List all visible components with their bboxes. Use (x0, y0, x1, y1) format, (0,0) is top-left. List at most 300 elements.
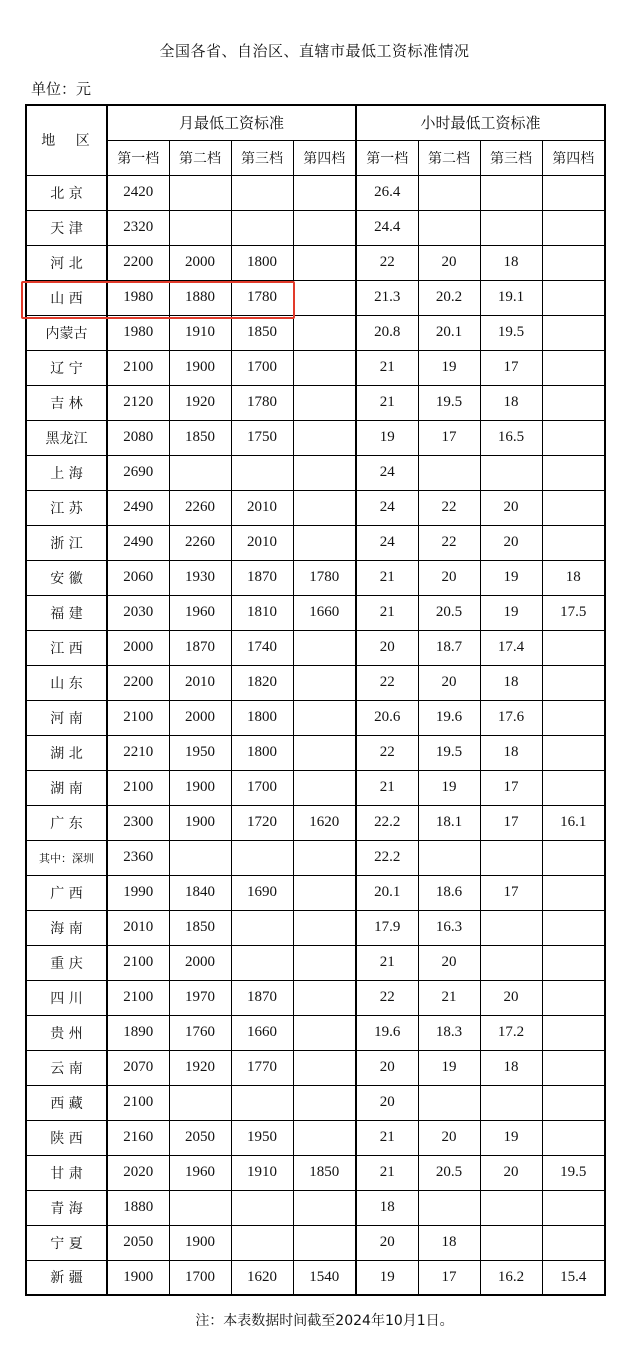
header-hourly-level-2: 第二档 (418, 140, 480, 175)
hourly-level-2-cell (418, 1190, 480, 1225)
monthly-level-2-cell: 1900 (169, 1225, 231, 1260)
hourly-level-3-cell: 17.4 (480, 630, 542, 665)
table-row (26, 315, 605, 350)
monthly-level-4-cell (293, 875, 356, 910)
hourly-level-2-cell: 18 (418, 1225, 480, 1260)
hourly-level-4-cell (542, 350, 605, 385)
header-area: 地 区 (26, 105, 107, 175)
table-row (26, 280, 605, 315)
hourly-level-2-cell (418, 1085, 480, 1120)
hourly-level-1-cell: 26.4 (356, 175, 418, 210)
table-row (26, 175, 605, 210)
monthly-level-1-cell: 2100 (107, 770, 169, 805)
monthly-level-1-cell: 1890 (107, 1015, 169, 1050)
hourly-level-2-cell: 18.1 (418, 805, 480, 840)
monthly-level-1-cell: 2210 (107, 735, 169, 770)
monthly-level-2-cell: 1870 (169, 630, 231, 665)
monthly-level-3-cell (231, 910, 293, 945)
table-row (26, 350, 605, 385)
hourly-level-1-cell: 18 (356, 1190, 418, 1225)
monthly-level-3-cell: 1910 (231, 1155, 293, 1190)
table-row (26, 1015, 605, 1050)
table-row (26, 1120, 605, 1155)
hourly-level-2-cell: 20 (418, 665, 480, 700)
region-cell: 新 疆 (26, 1260, 107, 1295)
hourly-level-1-cell: 17.9 (356, 910, 418, 945)
footnote: 注：本表数据时间截至2024年10月1日。 (195, 1313, 454, 1329)
hourly-level-2-cell: 19 (418, 770, 480, 805)
monthly-level-3-cell (231, 1190, 293, 1225)
monthly-level-1-cell: 2200 (107, 245, 169, 280)
hourly-level-4-cell (542, 840, 605, 875)
table-row (26, 1085, 605, 1120)
hourly-level-1-cell: 24 (356, 455, 418, 490)
region-cell: 贵 州 (26, 1015, 107, 1050)
monthly-level-4-cell: 1850 (293, 1155, 356, 1190)
monthly-level-2-cell: 2000 (169, 245, 231, 280)
monthly-level-1-cell: 2010 (107, 910, 169, 945)
hourly-level-4-cell (542, 735, 605, 770)
table-row (26, 665, 605, 700)
monthly-level-4-cell (293, 420, 356, 455)
monthly-level-2-cell: 2010 (169, 665, 231, 700)
hourly-level-3-cell: 18 (480, 245, 542, 280)
header-hourly-level-1: 第一档 (356, 140, 418, 175)
monthly-level-1-cell: 2000 (107, 630, 169, 665)
hourly-level-2-cell: 20.2 (418, 280, 480, 315)
table-row (26, 910, 605, 945)
region-cell: 江 西 (26, 630, 107, 665)
hourly-level-2-cell: 20 (418, 245, 480, 280)
hourly-level-2-cell: 22 (418, 490, 480, 525)
monthly-level-3-cell (231, 455, 293, 490)
monthly-level-1-cell: 2100 (107, 980, 169, 1015)
hourly-level-3-cell: 17 (480, 805, 542, 840)
hourly-level-2-cell: 18.7 (418, 630, 480, 665)
hourly-level-1-cell: 21 (356, 560, 418, 595)
monthly-level-2-cell: 1930 (169, 560, 231, 595)
monthly-level-4-cell (293, 910, 356, 945)
hourly-level-4-cell (542, 280, 605, 315)
monthly-level-4-cell (293, 665, 356, 700)
region-cell: 其中：深圳 (26, 840, 107, 875)
monthly-level-1-cell: 2100 (107, 700, 169, 735)
table-header (26, 105, 605, 175)
monthly-level-2-cell (169, 175, 231, 210)
monthly-level-4-cell (293, 280, 356, 315)
monthly-level-4-cell (293, 840, 356, 875)
hourly-level-4-cell (542, 630, 605, 665)
hourly-level-3-cell: 20 (480, 1155, 542, 1190)
hourly-level-1-cell: 20 (356, 630, 418, 665)
table-row (26, 770, 605, 805)
hourly-level-3-cell (480, 455, 542, 490)
monthly-level-4-cell (293, 350, 356, 385)
monthly-level-2-cell: 2000 (169, 945, 231, 980)
hourly-level-3-cell (480, 840, 542, 875)
monthly-level-4-cell (293, 945, 356, 980)
monthly-level-2-cell: 1960 (169, 595, 231, 630)
hourly-level-3-cell: 17 (480, 350, 542, 385)
monthly-level-1-cell: 2690 (107, 455, 169, 490)
monthly-level-4-cell (293, 315, 356, 350)
monthly-level-3-cell: 1700 (231, 770, 293, 805)
hourly-level-4-cell (542, 980, 605, 1015)
hourly-level-3-cell: 19.1 (480, 280, 542, 315)
monthly-level-1-cell: 2160 (107, 1120, 169, 1155)
monthly-level-4-cell (293, 1225, 356, 1260)
monthly-level-4-cell: 1780 (293, 560, 356, 595)
monthly-level-3-cell: 1950 (231, 1120, 293, 1155)
hourly-level-4-cell (542, 175, 605, 210)
region-cell: 广 西 (26, 875, 107, 910)
monthly-level-4-cell (293, 630, 356, 665)
hourly-level-4-cell (542, 875, 605, 910)
hourly-level-4-cell (542, 210, 605, 245)
region-cell: 西 藏 (26, 1085, 107, 1120)
monthly-level-1-cell: 2490 (107, 525, 169, 560)
monthly-level-4-cell (293, 700, 356, 735)
monthly-level-1-cell: 2060 (107, 560, 169, 595)
monthly-level-3-cell: 1800 (231, 700, 293, 735)
monthly-level-3-cell: 1800 (231, 735, 293, 770)
hourly-level-4-cell (542, 1050, 605, 1085)
monthly-level-1-cell: 2070 (107, 1050, 169, 1085)
unit-label: 单位：元 (31, 80, 92, 98)
hourly-level-3-cell: 20 (480, 490, 542, 525)
monthly-level-1-cell: 2100 (107, 945, 169, 980)
table-row (26, 1050, 605, 1085)
hourly-level-4-cell: 17.5 (542, 595, 605, 630)
region-cell: 云 南 (26, 1050, 107, 1085)
region-cell: 天 津 (26, 210, 107, 245)
monthly-level-2-cell (169, 1190, 231, 1225)
monthly-level-3-cell (231, 1085, 293, 1120)
monthly-level-4-cell (293, 1120, 356, 1155)
monthly-level-2-cell (169, 840, 231, 875)
monthly-level-4-cell (293, 735, 356, 770)
monthly-level-2-cell: 2260 (169, 490, 231, 525)
monthly-level-1-cell: 2490 (107, 490, 169, 525)
region-cell: 湖 北 (26, 735, 107, 770)
monthly-level-1-cell: 2300 (107, 805, 169, 840)
table-body (26, 175, 605, 1295)
monthly-level-2-cell: 1920 (169, 1050, 231, 1085)
hourly-level-1-cell: 22 (356, 245, 418, 280)
hourly-level-1-cell: 22 (356, 665, 418, 700)
hourly-level-3-cell (480, 210, 542, 245)
table-row (26, 735, 605, 770)
hourly-level-4-cell (542, 700, 605, 735)
hourly-level-3-cell: 16.2 (480, 1260, 542, 1295)
monthly-level-2-cell: 2050 (169, 1120, 231, 1155)
hourly-level-2-cell: 19.5 (418, 735, 480, 770)
monthly-level-2-cell: 1840 (169, 875, 231, 910)
monthly-level-3-cell: 1720 (231, 805, 293, 840)
hourly-level-2-cell (418, 175, 480, 210)
table-row (26, 840, 605, 875)
hourly-level-4-cell (542, 1225, 605, 1260)
header-hourly: 小时最低工资标准 (356, 105, 605, 140)
hourly-level-2-cell: 16.3 (418, 910, 480, 945)
region-cell: 河 南 (26, 700, 107, 735)
monthly-level-3-cell: 1740 (231, 630, 293, 665)
table-row (26, 700, 605, 735)
hourly-level-2-cell: 19.5 (418, 385, 480, 420)
hourly-level-3-cell: 20 (480, 525, 542, 560)
monthly-level-1-cell: 2120 (107, 385, 169, 420)
hourly-level-2-cell: 22 (418, 525, 480, 560)
hourly-level-1-cell: 24.4 (356, 210, 418, 245)
hourly-level-4-cell (542, 490, 605, 525)
hourly-level-3-cell: 17 (480, 770, 542, 805)
monthly-level-3-cell: 1780 (231, 385, 293, 420)
hourly-level-1-cell: 21 (356, 595, 418, 630)
monthly-level-1-cell: 1990 (107, 875, 169, 910)
hourly-level-1-cell: 19 (356, 1260, 418, 1295)
hourly-level-1-cell: 21 (356, 385, 418, 420)
hourly-level-2-cell: 19 (418, 1050, 480, 1085)
minimum-wage-table (25, 104, 606, 1296)
hourly-level-4-cell (542, 245, 605, 280)
hourly-level-3-cell (480, 1190, 542, 1225)
hourly-level-2-cell: 20.1 (418, 315, 480, 350)
region-cell: 广 东 (26, 805, 107, 840)
hourly-level-1-cell: 21.3 (356, 280, 418, 315)
monthly-level-3-cell (231, 1225, 293, 1260)
region-cell: 山 东 (26, 665, 107, 700)
hourly-level-3-cell (480, 1085, 542, 1120)
monthly-level-4-cell (293, 1050, 356, 1085)
monthly-level-4-cell: 1620 (293, 805, 356, 840)
hourly-level-3-cell: 16.5 (480, 420, 542, 455)
hourly-level-4-cell (542, 910, 605, 945)
header-monthly: 月最低工资标准 (107, 105, 356, 140)
monthly-level-1-cell: 1980 (107, 315, 169, 350)
hourly-level-3-cell: 19 (480, 595, 542, 630)
hourly-level-3-cell: 18 (480, 665, 542, 700)
hourly-level-2-cell: 19.6 (418, 700, 480, 735)
monthly-level-3-cell: 1690 (231, 875, 293, 910)
hourly-level-2-cell: 18.6 (418, 875, 480, 910)
header-monthly-level-4: 第四档 (293, 140, 356, 175)
monthly-level-4-cell: 1660 (293, 595, 356, 630)
table-row (26, 245, 605, 280)
monthly-level-1-cell: 2200 (107, 665, 169, 700)
region-cell: 内蒙古 (26, 315, 107, 350)
monthly-level-2-cell: 1700 (169, 1260, 231, 1295)
monthly-level-3-cell (231, 840, 293, 875)
hourly-level-3-cell: 18 (480, 735, 542, 770)
hourly-level-4-cell (542, 385, 605, 420)
table-row (26, 560, 605, 595)
hourly-level-1-cell: 24 (356, 525, 418, 560)
hourly-level-3-cell: 17.6 (480, 700, 542, 735)
header-monthly-level-2: 第二档 (169, 140, 231, 175)
monthly-level-4-cell: 1540 (293, 1260, 356, 1295)
hourly-level-4-cell (542, 420, 605, 455)
hourly-level-3-cell: 19 (480, 560, 542, 595)
hourly-level-4-cell (542, 665, 605, 700)
hourly-level-1-cell: 19 (356, 420, 418, 455)
hourly-level-4-cell (542, 1120, 605, 1155)
hourly-level-1-cell: 20.6 (356, 700, 418, 735)
hourly-level-3-cell: 18 (480, 385, 542, 420)
hourly-level-1-cell: 22.2 (356, 840, 418, 875)
monthly-level-2-cell (169, 210, 231, 245)
table-row (26, 1190, 605, 1225)
hourly-level-2-cell: 20 (418, 560, 480, 595)
hourly-level-1-cell: 19.6 (356, 1015, 418, 1050)
region-cell: 陕 西 (26, 1120, 107, 1155)
monthly-level-3-cell: 1870 (231, 560, 293, 595)
table-row (26, 945, 605, 980)
monthly-level-3-cell (231, 175, 293, 210)
table-row (26, 490, 605, 525)
monthly-level-3-cell: 1700 (231, 350, 293, 385)
monthly-level-4-cell (293, 1085, 356, 1120)
monthly-level-4-cell (293, 490, 356, 525)
hourly-level-3-cell (480, 910, 542, 945)
monthly-level-3-cell: 1820 (231, 665, 293, 700)
monthly-level-2-cell: 1900 (169, 805, 231, 840)
header-hourly-level-3: 第三档 (480, 140, 542, 175)
monthly-level-2-cell (169, 1085, 231, 1120)
monthly-level-1-cell: 2320 (107, 210, 169, 245)
monthly-level-2-cell: 1850 (169, 420, 231, 455)
hourly-level-4-cell: 16.1 (542, 805, 605, 840)
monthly-level-2-cell: 1880 (169, 280, 231, 315)
hourly-level-2-cell: 21 (418, 980, 480, 1015)
region-cell: 四 川 (26, 980, 107, 1015)
table-row (26, 455, 605, 490)
hourly-level-3-cell: 19 (480, 1120, 542, 1155)
hourly-level-4-cell: 19.5 (542, 1155, 605, 1190)
hourly-level-2-cell: 20 (418, 945, 480, 980)
monthly-level-4-cell (293, 210, 356, 245)
monthly-level-2-cell (169, 455, 231, 490)
hourly-level-3-cell (480, 1225, 542, 1260)
monthly-level-2-cell: 2260 (169, 525, 231, 560)
monthly-level-2-cell: 1760 (169, 1015, 231, 1050)
region-cell: 北 京 (26, 175, 107, 210)
hourly-level-3-cell: 20 (480, 980, 542, 1015)
table-row (26, 1155, 605, 1190)
monthly-level-4-cell (293, 1015, 356, 1050)
hourly-level-2-cell (418, 210, 480, 245)
hourly-level-1-cell: 20 (356, 1225, 418, 1260)
monthly-level-3-cell (231, 945, 293, 980)
hourly-level-2-cell: 19 (418, 350, 480, 385)
monthly-level-3-cell: 2010 (231, 525, 293, 560)
monthly-level-3-cell: 1750 (231, 420, 293, 455)
monthly-level-4-cell (293, 770, 356, 805)
hourly-level-3-cell: 17.2 (480, 1015, 542, 1050)
monthly-level-3-cell: 1800 (231, 245, 293, 280)
region-cell: 上 海 (26, 455, 107, 490)
region-cell: 青 海 (26, 1190, 107, 1225)
hourly-level-4-cell: 18 (542, 560, 605, 595)
hourly-level-1-cell: 20 (356, 1050, 418, 1085)
monthly-level-3-cell: 1810 (231, 595, 293, 630)
table-row (26, 595, 605, 630)
hourly-level-1-cell: 21 (356, 1155, 418, 1190)
monthly-level-1-cell: 1980 (107, 280, 169, 315)
monthly-level-3-cell: 1870 (231, 980, 293, 1015)
hourly-level-1-cell: 20.8 (356, 315, 418, 350)
header-hourly-level-4: 第四档 (542, 140, 605, 175)
hourly-level-1-cell: 20 (356, 1085, 418, 1120)
hourly-level-4-cell (542, 315, 605, 350)
region-cell: 江 苏 (26, 490, 107, 525)
monthly-level-1-cell: 2100 (107, 350, 169, 385)
hourly-level-1-cell: 20.1 (356, 875, 418, 910)
hourly-level-1-cell: 21 (356, 770, 418, 805)
region-cell: 重 庆 (26, 945, 107, 980)
monthly-level-3-cell: 2010 (231, 490, 293, 525)
hourly-level-1-cell: 22 (356, 980, 418, 1015)
hourly-level-4-cell (542, 455, 605, 490)
monthly-level-4-cell (293, 175, 356, 210)
region-cell: 甘 肃 (26, 1155, 107, 1190)
monthly-level-4-cell (293, 455, 356, 490)
table-row (26, 210, 605, 245)
region-cell: 湖 南 (26, 770, 107, 805)
hourly-level-1-cell: 21 (356, 945, 418, 980)
monthly-level-4-cell (293, 385, 356, 420)
hourly-level-4-cell (542, 1085, 605, 1120)
monthly-level-3-cell (231, 210, 293, 245)
hourly-level-4-cell (542, 770, 605, 805)
region-cell: 福 建 (26, 595, 107, 630)
monthly-level-1-cell: 2360 (107, 840, 169, 875)
hourly-level-4-cell (542, 945, 605, 980)
monthly-level-2-cell: 1970 (169, 980, 231, 1015)
monthly-level-3-cell: 1850 (231, 315, 293, 350)
monthly-level-4-cell (293, 245, 356, 280)
table-row (26, 420, 605, 455)
hourly-level-3-cell: 17 (480, 875, 542, 910)
monthly-level-2-cell: 1950 (169, 735, 231, 770)
hourly-level-1-cell: 22.2 (356, 805, 418, 840)
hourly-level-4-cell: 15.4 (542, 1260, 605, 1295)
monthly-level-2-cell: 2000 (169, 700, 231, 735)
hourly-level-2-cell: 17 (418, 1260, 480, 1295)
monthly-level-1-cell: 2030 (107, 595, 169, 630)
monthly-level-1-cell: 2100 (107, 1085, 169, 1120)
monthly-level-2-cell: 1920 (169, 385, 231, 420)
table-row (26, 805, 605, 840)
region-cell: 山 西 (26, 280, 107, 315)
hourly-level-1-cell: 21 (356, 350, 418, 385)
hourly-level-2-cell: 17 (418, 420, 480, 455)
monthly-level-1-cell: 2050 (107, 1225, 169, 1260)
table-row (26, 385, 605, 420)
header-monthly-level-1: 第一档 (107, 140, 169, 175)
hourly-level-2-cell: 18.3 (418, 1015, 480, 1050)
table-row (26, 980, 605, 1015)
hourly-level-1-cell: 21 (356, 1120, 418, 1155)
hourly-level-1-cell: 22 (356, 735, 418, 770)
monthly-level-4-cell (293, 1190, 356, 1225)
hourly-level-3-cell (480, 945, 542, 980)
region-cell: 河 北 (26, 245, 107, 280)
hourly-level-3-cell: 18 (480, 1050, 542, 1085)
hourly-level-3-cell: 19.5 (480, 315, 542, 350)
monthly-level-2-cell: 1960 (169, 1155, 231, 1190)
table-row (26, 630, 605, 665)
region-cell: 安 徽 (26, 560, 107, 595)
